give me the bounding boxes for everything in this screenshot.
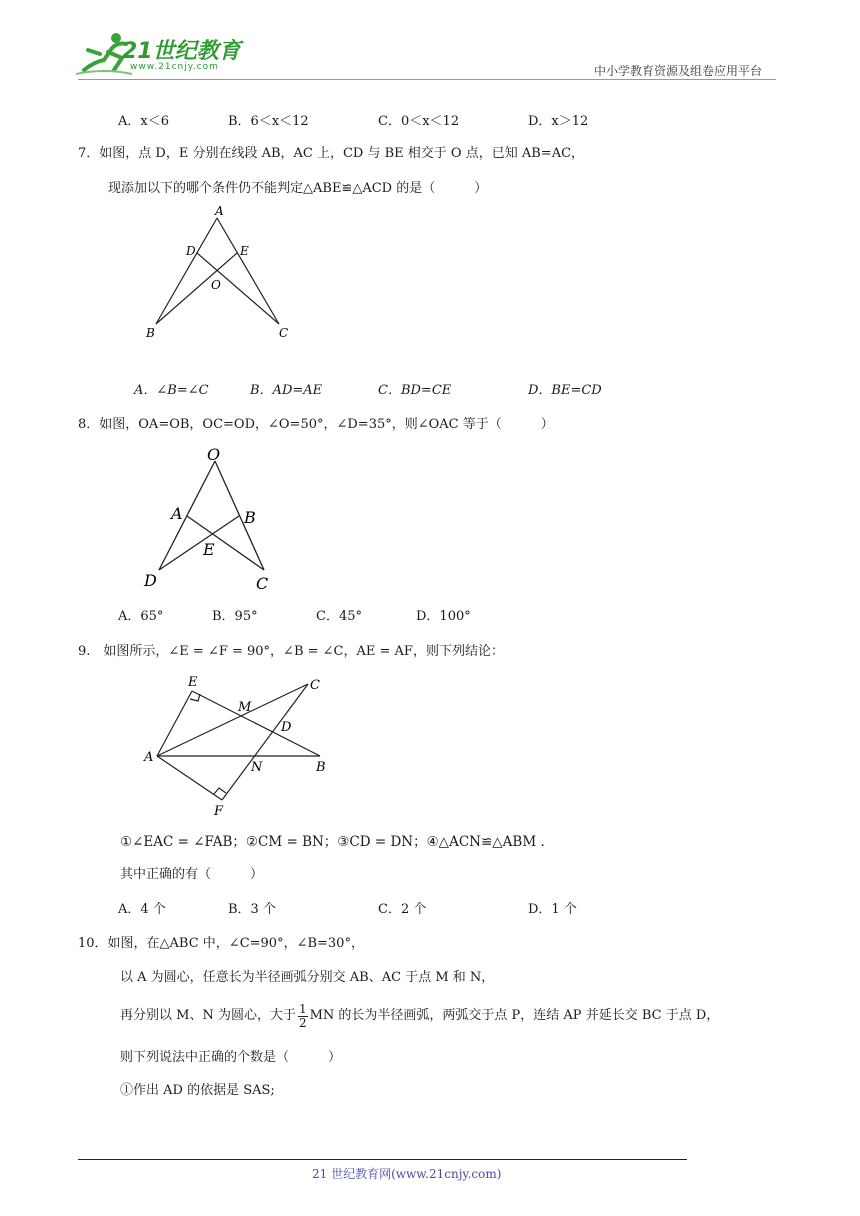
q9-right-angle-f (214, 788, 226, 794)
footer-text: 21 世纪教育网(www.21cnjy.com) (312, 1167, 502, 1181)
q9-stem: 9. 如图所示，∠E = ∠F = 90°，∠B = ∠C，AE = AF，则下列结论： (78, 644, 504, 659)
q8-label-d: D (144, 571, 157, 590)
logo-url: www.21cnjy.com (130, 62, 219, 72)
q9-label-b: B (316, 760, 326, 775)
q9-figure (140, 672, 340, 822)
q9-question: 其中正确的有（ ） (120, 867, 264, 882)
footer-rule (78, 1159, 687, 1160)
q10-frac-num: 1 (298, 1001, 307, 1016)
q9-seg-fc (222, 684, 308, 800)
q8-option-d: D．100° (416, 609, 471, 624)
q9-conclusions: ①∠EAC = ∠FAB；②CM = BN；③CD = DN；④△ACN≌△ABM . (120, 834, 545, 850)
q7-label-b: B (146, 326, 155, 340)
header-right-text: 中小学教育资源及组卷应用平台 (594, 64, 763, 78)
q8-label-c: C (256, 574, 269, 593)
q10-fraction (298, 1003, 308, 1030)
q7-figure (140, 203, 300, 343)
q10-stem-line5: ①作出 AD 的依据是 SAS; (120, 1083, 275, 1098)
q9-option-c: C．2 个 (378, 902, 427, 917)
q7-seg-ab (156, 218, 217, 324)
q7-label-e: E (240, 244, 249, 258)
q7-seg-ac (217, 218, 279, 324)
q10-line3-pre: 再分别以 M、N 为圆心，大于 (120, 1008, 296, 1023)
q7-label-o: O (211, 278, 221, 292)
q10-line3-post: MN 的长为半径画弧，两弧交于点 P，连结 AP 并延长交 BC 于点 D， (309, 1008, 720, 1023)
q9-seg-ae (157, 691, 192, 756)
q7-stem-line1: 7．如图，点 D，E 分别在线段 AB，AC 上，CD 与 BE 相交于 O 点，已知 AB=AC， (78, 146, 585, 161)
q10-frac-den: 2 (298, 1015, 307, 1030)
q8-option-a: A．65° (118, 609, 164, 624)
q8-stem: 8．如图，OA=OB，OC=OD，∠O=50°，∠D=35°，则∠OAC 等于（ ） (78, 417, 554, 432)
q6-option-a: A．x＜6 (118, 114, 169, 129)
q7-option-d: D．BE=CD (528, 383, 602, 398)
q9-label-n: N (251, 760, 263, 775)
q9-label-f: F (214, 804, 224, 819)
q9-option-b: B．3 个 (228, 902, 276, 917)
q7-stem-line2: 现添加以下的哪个条件仍不能判定△ABE≌△ACD 的是（ ） (108, 181, 488, 196)
q9-option-d: D．1 个 (528, 902, 577, 917)
logo-text: 21世纪教育 (122, 39, 241, 64)
q10-stem-line3 (120, 999, 719, 1033)
q7-seg-be (156, 253, 237, 324)
q9-label-m: M (238, 700, 252, 715)
q10-stem-line2: 以 A 为圆心，任意长为半径画弧分别交 AB、AC 于点 M 和 N， (120, 970, 495, 985)
q6-option-b: B．6＜x＜12 (228, 114, 309, 129)
q9-seg-af (157, 756, 222, 800)
header-logo (74, 30, 244, 76)
q10-stem-line1: 10．如图，在△ABC 中，∠C=90°，∠B=30°， (78, 936, 364, 951)
q8-label-o: O (207, 445, 221, 464)
q7-option-a: A．∠B=∠C (134, 383, 209, 398)
q8-option-c: C．45° (316, 609, 362, 624)
q9-label-e: E (188, 675, 198, 690)
q7-label-a: A (215, 204, 224, 218)
q8-label-e: E (203, 540, 215, 559)
q9-right-angle-e (190, 694, 200, 701)
q7-option-b: B．AD=AE (250, 383, 323, 398)
q7-option-c: C．BD=CE (378, 383, 452, 398)
q9-label-d: D (281, 720, 292, 735)
q7-seg-cd (197, 253, 279, 324)
q8-label-a: A (171, 504, 183, 523)
q10-stem-line4: 则下列说法中正确的个数是（ ） (120, 1050, 342, 1065)
q8-seg-oc (215, 461, 264, 570)
q8-figure (140, 443, 290, 593)
q9-label-c: C (310, 678, 320, 693)
q8-label-b: B (244, 508, 256, 527)
q6-option-d: D．x＞12 (528, 114, 589, 129)
q9-seg-eb (192, 691, 320, 756)
header-rule (78, 79, 776, 80)
q7-label-c: C (279, 326, 289, 340)
q8-option-b: B．95° (212, 609, 258, 624)
q9-label-a: A (144, 750, 154, 765)
q7-label-d: D (186, 244, 196, 258)
q9-option-a: A．4 个 (118, 902, 166, 917)
q6-option-c: C．0＜x＜12 (378, 114, 460, 129)
